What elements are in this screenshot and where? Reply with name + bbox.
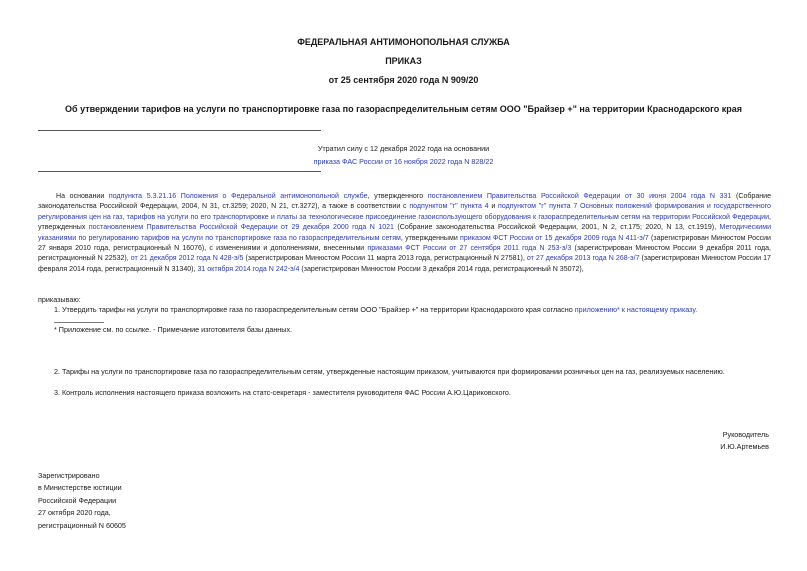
link-fst-428[interactable]: от 21 декабря 2012 года N 428-э/5	[130, 255, 244, 263]
link-fst-268[interactable]: от 27 декабря 2013 года N 268-э/7	[526, 255, 640, 263]
text: (Собрание законодательства Российской Федерации, 2004, N 31, ст.3259; 2020, N 21, ст.3272), а также в соответствии с	[38, 193, 771, 211]
link-fas-regulation[interactable]: подпункта 5.3.21.16 Положения о Федеральной антимонопольной службе	[108, 193, 368, 200]
registration-line: в Министерстве юстиции	[38, 483, 122, 493]
preamble-paragraph	[38, 192, 771, 275]
footnote-divider	[54, 322, 104, 323]
signature-name: И.Ю.Артемьев	[720, 442, 769, 452]
text: и	[491, 203, 496, 211]
item-2: 2. Тарифы на услуги по транспортировке газа по газораспределительным сетям, утвержденные настоящим приказом, учитываются при формировании розничных цен на газ, реализуемых населению.	[54, 367, 725, 376]
registration-line: регистрационный N 60605	[38, 520, 126, 530]
signature-role: Руководитель	[722, 430, 769, 439]
item-1-text: 1. Утвердить тарифы на услуги по транспортировке газа по газораспределительным сетям ООО "Брайзер +" на территории Краснодарского края согласно	[54, 305, 573, 314]
text: (зарегистрирован Минюстом России 27 января 2010 года, регистрационный N 16076), с изменениями и дополнениями, внесенными	[38, 234, 771, 253]
document-type: ПРИКАЗ	[385, 56, 422, 66]
document-date-number: от 25 сентября 2020 года N 909/20	[328, 75, 479, 85]
text: (зарегистрирован Минюстом России 11 марта 2013 года, регистрационный N 27581),	[245, 255, 525, 263]
text: (зарегистрирован Минюстом России 9 декабря 2011 года, регистрационный N 22532),	[38, 245, 772, 263]
link-fst-411[interactable]: приказом ФСТ России от 15 декабря 2009 года N 411-э/7	[460, 234, 649, 242]
text: , утвержденных	[38, 213, 771, 232]
text: (Собрание законодательства Российской Федерации, 2001, N 2, ст.175; 2020, N 13, ст.1919),	[397, 224, 717, 232]
link-decree-1021[interactable]: постановлением Правительства Российской Федерации от 29 декабря 2000 года N 1021	[88, 224, 394, 232]
link-basic-provisions[interactable]: подпунктом "г" пункта 7 Основных положений формирования и государственного регулирования цен на газ, тарифов на услуги по его транспортировке и платы за технологическое присоединение газоиспользующего оборудования к газораспределительным сетям на территории Российской Федерации	[38, 203, 771, 221]
text: , утвержденными	[400, 234, 458, 242]
registration-line: 27 октября 2020 года,	[38, 508, 111, 518]
item-1	[54, 304, 697, 316]
order-word: приказываю:	[38, 295, 81, 304]
signature-block	[720, 429, 769, 454]
text: (зарегистрирован Минюстом России 17 февраля 2014 года, регистрационный N 31340),	[38, 255, 771, 273]
registration-block	[38, 470, 126, 532]
document-title: Об утверждении тарифов на услуги по транспортировке газа по газораспределительным сетям ООО "Брайзер +" на территории Краснодарского края	[65, 104, 742, 114]
link-methodical-guidelines[interactable]: Методическими указаниями по регулированию тарифов на услуги по транспортировке газа по газораспределительным сетям	[38, 224, 772, 242]
link-fst-253[interactable]: приказами ФСТ России от 27 сентября 2011 года N 253-э/3	[367, 245, 572, 253]
status-block	[0, 143, 807, 168]
link-subpoint-4[interactable]: подпунктом "г" пункта 4	[409, 203, 489, 211]
link-decree-331[interactable]: постановлением Правительства Российской Федерации от 30 июня 2004 года N 331	[427, 193, 732, 200]
status-link[interactable]: приказа ФАС России от 16 ноября 2022 года N 828/22	[313, 156, 494, 166]
text: На основании	[56, 193, 105, 200]
divider-top	[38, 130, 321, 131]
agency-name: ФЕДЕРАЛЬНАЯ АНТИМОНОПОЛЬНАЯ СЛУЖБА	[297, 37, 510, 47]
text: (зарегистрирован Минюстом России 3 декабря 2014 года, регистрационный N 35072),	[301, 265, 584, 273]
footnote: * Приложение см. по ссылке. - Примечание изготовителя базы данных.	[54, 325, 293, 334]
link-appendix[interactable]: приложению* к настоящему приказу.	[574, 305, 698, 314]
registration-line: Российской Федерации	[38, 495, 117, 505]
registration-line: Зарегистрировано	[38, 471, 100, 480]
divider-status	[38, 171, 321, 172]
link-fst-242[interactable]: 31 октября 2014 года N 242-э/4	[197, 265, 300, 273]
item-3: 3. Контроль исполнения настоящего приказа возложить на статс-секретаря - заместителя руководителя ФАС России А.Ю.Цариковского.	[54, 388, 511, 397]
text: , утвержденного	[367, 193, 424, 200]
status-text: Утратил силу с 12 декабря 2022 года на основании	[317, 144, 490, 153]
